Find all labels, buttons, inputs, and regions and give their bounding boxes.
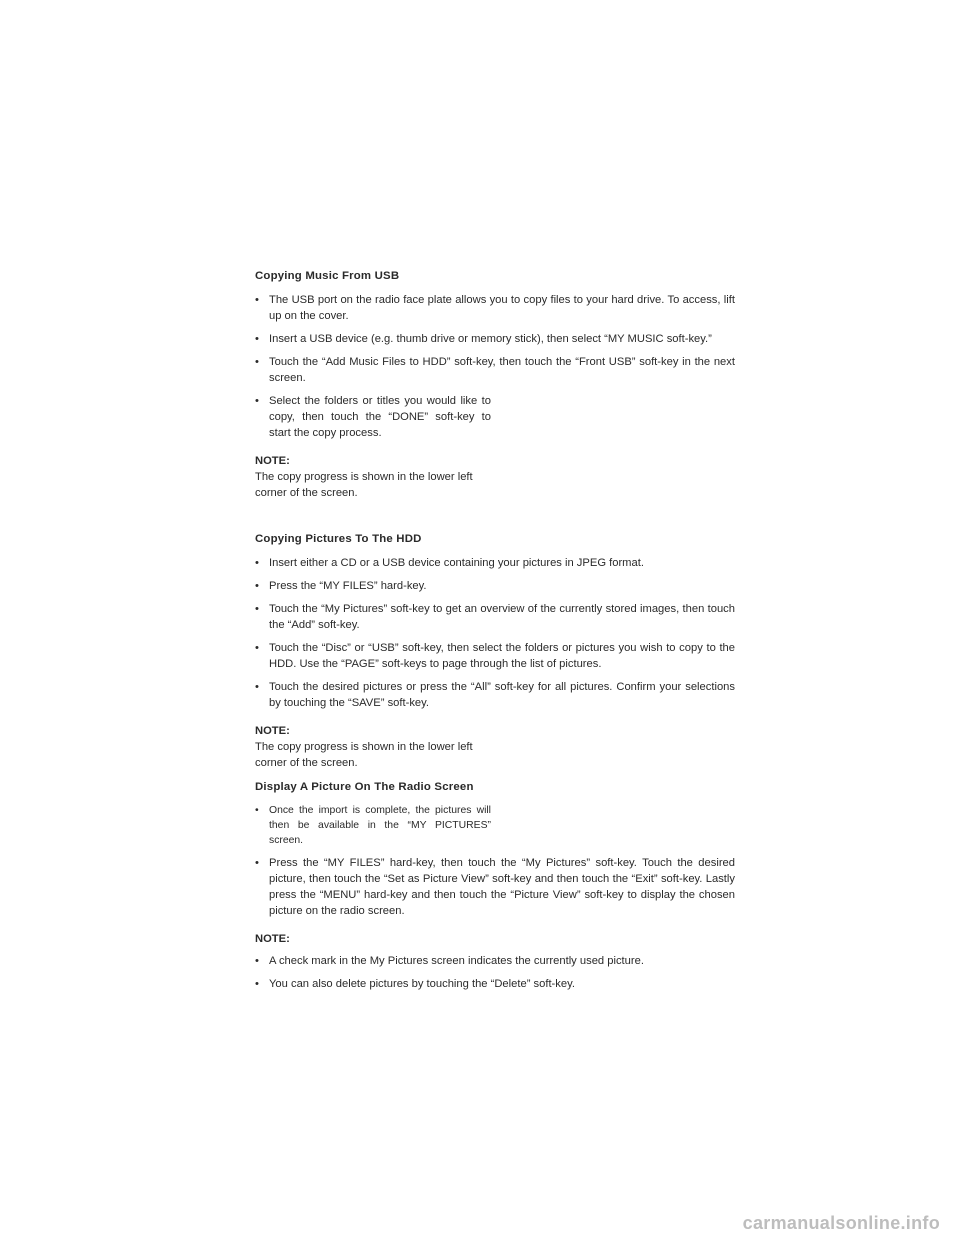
note-text: The copy progress is shown in the lower left corner of the screen. — [255, 741, 473, 769]
document-body — [255, 268, 735, 999]
list-item: • You can also delete pictures by touching the “Delete” soft-key. — [255, 976, 735, 992]
list-item: • A check mark in the My Pictures screen indicates the currently used picture. — [255, 953, 735, 969]
note-label: NOTE: — [255, 455, 290, 467]
list-item: • Once the import is complete, the pictures will then be available in the “MY PICTURES” screen. — [255, 803, 491, 848]
list-item: • Touch the “Disc” or “USB” soft-key, then select the folders or pictures you wish to copy to the HDD. Use the “PAGE” soft-keys to page through the list of pictures. — [255, 640, 735, 672]
list-item: • Touch the desired pictures or press the “All” soft-key for all pictures. Confirm your selections by touching the “SAVE” soft-key. — [255, 679, 735, 711]
list-item: • Touch the “Add Music Files to HDD” soft-key, then touch the “Front USB” soft-key in the next screen. — [255, 354, 735, 386]
note-text: The copy progress is shown in the lower left corner of the screen. — [255, 471, 473, 499]
watermark: carmanualsonline.info — [742, 1213, 940, 1233]
list-item: • Insert either a CD or a USB device containing your pictures in JPEG format. — [255, 555, 735, 571]
note-label: NOTE: — [255, 725, 290, 737]
section-heading-copying-pictures: Copying Pictures To The HDD — [255, 533, 422, 545]
list-item: • Press the “MY FILES” hard-key. — [255, 578, 735, 594]
list-item: • Insert a USB device (e.g. thumb drive or memory stick), then select “MY MUSIC soft-key.” — [255, 331, 735, 347]
section-heading-display-picture: Display A Picture On The Radio Screen — [255, 781, 474, 793]
list-item: • The USB port on the radio face plate allows you to copy files to your hard drive. To access, lift up on the cover. — [255, 292, 735, 324]
list-item: • Touch the “My Pictures” soft-key to get an overview of the currently stored images, then touch the “Add” soft-key. — [255, 601, 735, 633]
list-item: • Press the “MY FILES” hard-key, then touch the “My Pictures” soft-key. Touch the desired picture, then touch the “Set as Picture View” soft-key and then touch the “Exit” soft-key. Lastly press the “MENU” hard-key and then touch the “Picture View” soft-key to display the chosen picture on the radio screen. — [255, 855, 735, 919]
note-label: NOTE: — [255, 933, 290, 945]
section-heading-copying-music: Copying Music From USB — [255, 270, 400, 282]
spacer — [255, 509, 735, 531]
list-item: • Select the folders or titles you would like to copy, then touch the “DONE” soft-key to start the copy process. — [255, 393, 491, 441]
